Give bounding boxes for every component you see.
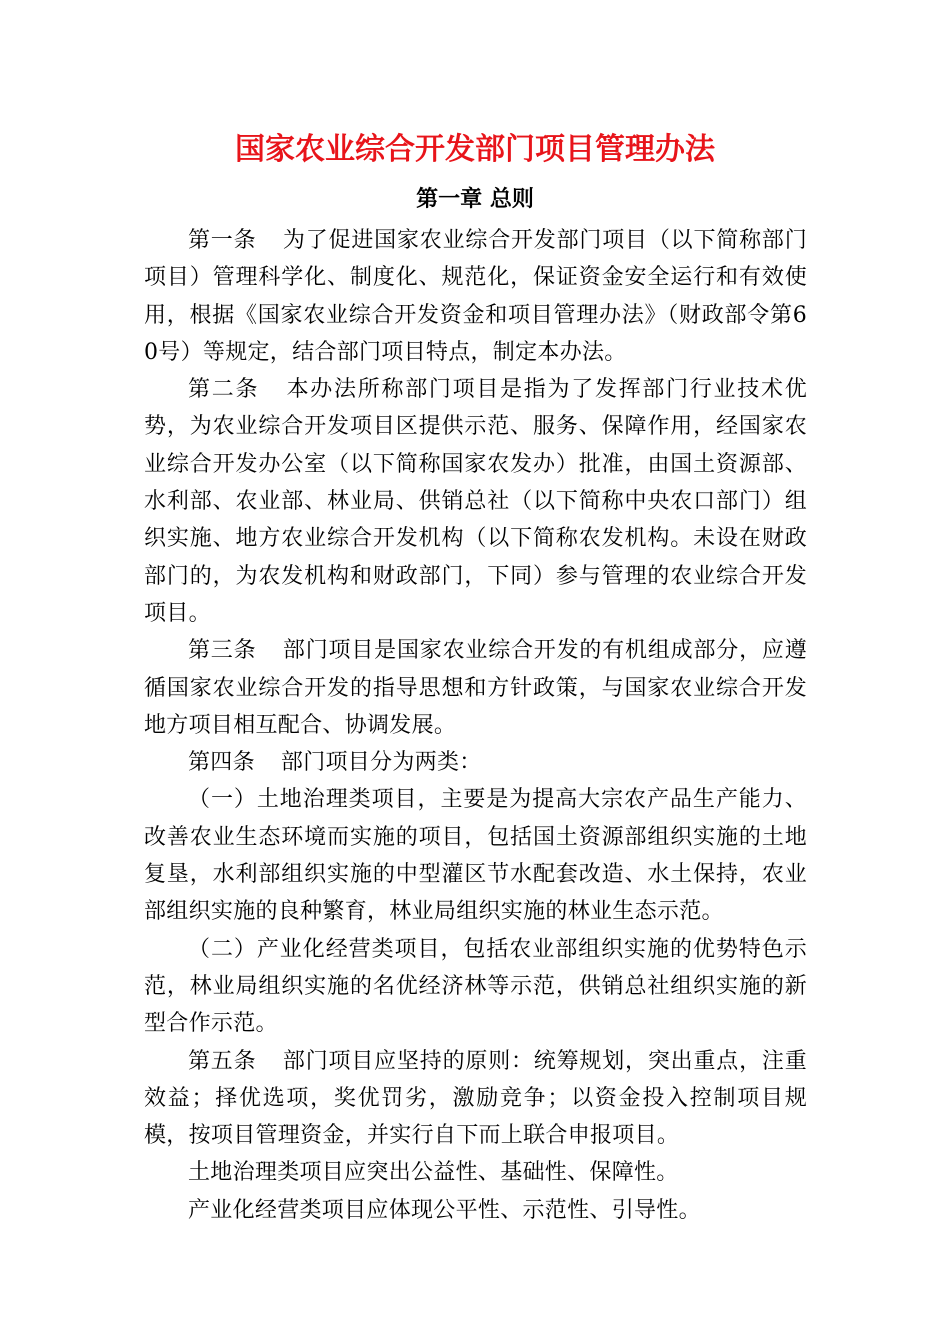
article-number: 第四条 [188, 750, 255, 776]
paragraph-industry-principle [144, 1192, 807, 1229]
paragraph-text: 部门项目是国家农业综合开发的有机组成部分，应遵循国家农业综合开发的指导思想和方针政策，与国家农业综合开发地方项目相互配合、协调发展。 [144, 638, 807, 738]
paragraph-text: 部门项目应坚持的原则：统筹规划，突出重点，注重效益；择优选项，奖优罚劣，激励竞争；以资金投入控制项目规模，按项目管理资金，并实行自下而上联合申报项目。 [144, 1048, 807, 1149]
paragraph-text: 本办法所称部门项目是指为了发挥部门行业技术优势，为农业综合开发项目区提供示范、服务、保障作用，经国家农业综合开发办公室（以下简称国家农发办）批准，由国土资源部、水利部、农业部、林业局、供销总社（以下简称中央农口部门）组织实施、地方农业综合开发机构（以下简称农发机构。未设在财政部门的，为农发机构和财政部门，下同）参与管理的农业综合开发项目。 [144, 377, 807, 626]
paragraph-item-2 [144, 931, 807, 1043]
paragraph-article-3 [144, 632, 807, 744]
article-number: 第二条 [188, 377, 260, 403]
paragraph-text: 产业化经营类项目应体现公平性、示范性、引导性。 [188, 1197, 701, 1223]
paragraph-land-principle [144, 1154, 807, 1191]
paragraph-article-1 [144, 222, 807, 371]
article-number: 第三条 [188, 638, 257, 664]
paragraph-article-5 [144, 1043, 807, 1155]
paragraph-text: 为了促进国家农业综合开发部门项目（以下简称部门项目）管理科学化、制度化、规范化，保证资金安全运行和有效使用，根据《国家农业综合开发资金和项目管理办法》（财政部令第60号）等规定，结合部门项目特点，制定本办法。 [144, 228, 807, 365]
paragraph-item-1 [144, 781, 807, 930]
document-body [144, 222, 807, 1229]
article-number: 第一条 [188, 228, 257, 253]
chapter-heading: 第一章 总则 [416, 187, 534, 212]
paragraph-text: （一）土地治理类项目，主要是为提高大宗农产品生产能力、改善农业生态环境而实施的项目，包括国土资源部组织实施的土地复垦，水利部组织实施的中型灌区节水配套改造、水土保持，农业部组织实施的良种繁育，林业局组织实施的林业生态示范。 [144, 787, 807, 925]
paragraph-text: （二）产业化经营类项目，包括农业部组织实施的优势特色示范，林业局组织实施的名优经济林等示范，供销总社组织实施的新型合作示范。 [144, 936, 807, 1037]
article-number: 第五条 [188, 1048, 257, 1074]
paragraph-text: 部门项目分为两类： [280, 750, 482, 776]
paragraph-article-2 [144, 371, 807, 632]
paragraph-text: 土地治理类项目应突出公益性、基础性、保障性。 [188, 1160, 679, 1186]
document-title: 国家农业综合开发部门项目管理办法 [235, 132, 715, 167]
paragraph-article-4 [144, 744, 807, 781]
